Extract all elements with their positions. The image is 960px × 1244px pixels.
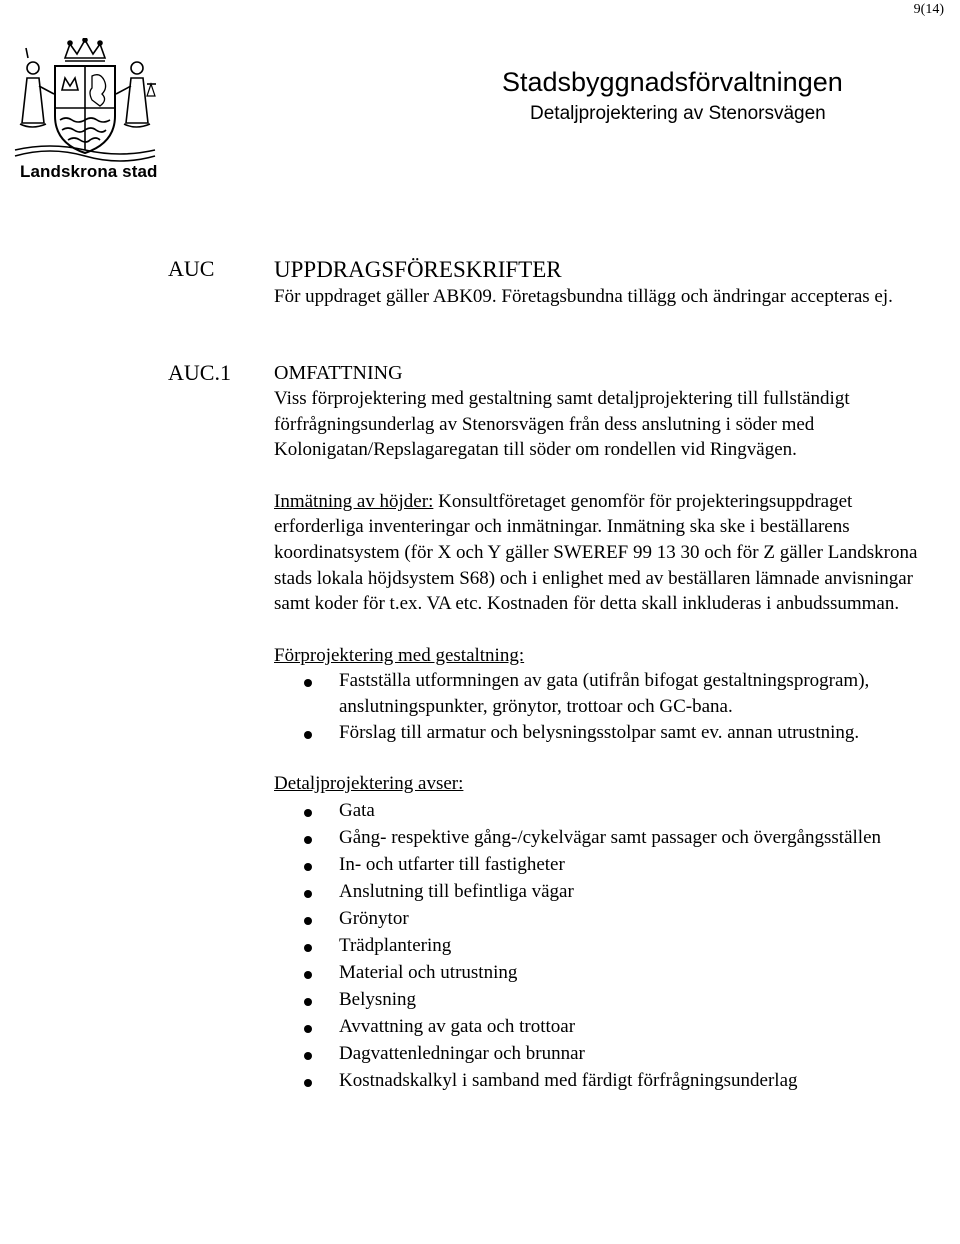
list-item-text: Grönytor — [339, 907, 409, 929]
list-item-text: Kostnadskalkyl i samband med färdigt förfrågningsunderlag — [339, 1069, 798, 1091]
list-item — [274, 825, 934, 851]
survey-text: Konsultföretaget genomför för projekteringsuppdraget erforderliga inventeringar och inmätningar. Inmätning ska ske i beställarens koordinatsystem (för X och Y gäller SWEREF 99 13 30 och för Z gäller Landskrona stads lokala höjdsystem S68) och i enlighet med av beställaren lämnade anvisningar samt koder för t.ex. VA etc. Kostnaden för detta skall inkluderas i anbudssumman. — [274, 490, 918, 615]
preproj-label: Förprojektering med gestaltning: — [274, 644, 525, 666]
bullet-icon — [304, 971, 312, 979]
list-item — [274, 668, 934, 719]
bullet-icon — [304, 863, 312, 871]
detail-label: Detaljprojektering avser: — [274, 773, 464, 795]
list-item — [274, 1014, 934, 1040]
bullet-icon — [304, 944, 312, 952]
list-item-text: Gång- respektive gång-/cykelvägar samt passager och övergångsställen — [339, 826, 882, 848]
bullet-icon — [304, 917, 312, 925]
bullet-icon — [304, 890, 312, 898]
bullet-icon — [304, 998, 312, 1006]
list-item-text: Gata — [339, 799, 375, 821]
list-item-text: Material och utrustning — [339, 961, 518, 983]
list-item — [274, 933, 934, 959]
list-item — [274, 852, 934, 878]
section-text-auc: För uppdraget gäller ABK09. Företagsbundna tillägg och ändringar accepteras ej. — [274, 286, 893, 307]
list-item — [274, 906, 934, 932]
scope-intro: Viss förprojektering med gestaltning samt detaljprojektering till fullständigt förfrågningsunderlag av Stenorsvägen från dess anslutning i söder med Kolonigatan/Repslagaregatan till söder om rondellen vid Ringvägen. — [274, 388, 850, 461]
list-item — [274, 879, 934, 905]
list-item-text: Avvattning av gata och trottoar — [339, 1015, 576, 1037]
list-item-text: Fastställa utformningen av gata (utifrån bifogat gestaltningsprogram), anslutningspunkter, grönytor, trottoar och GC-bana. — [339, 670, 870, 717]
logo-text: Landskrona stad — [20, 162, 158, 181]
bullet-icon — [304, 1025, 312, 1033]
survey-label: Inmätning av höjder: — [274, 490, 434, 512]
list-item — [274, 1041, 934, 1067]
list-item-text: Trädplantering — [339, 934, 452, 956]
list-item — [274, 1068, 934, 1094]
section-auc1 — [274, 360, 934, 1095]
bullet-icon — [304, 1052, 312, 1060]
bullet-icon — [304, 809, 312, 817]
survey-paragraph — [274, 489, 934, 617]
org-name: Stadsbyggnadsförvaltningen — [502, 67, 843, 97]
bullet-icon — [304, 1079, 312, 1087]
doc-subtitle: Detaljprojektering av Stenorsvägen — [530, 103, 826, 124]
section-code-auc1: AUC.1 — [168, 360, 231, 385]
section-code-auc: AUC — [168, 256, 215, 281]
list-item — [274, 960, 934, 986]
list-item-text: Dagvattenledningar och brunnar — [339, 1042, 585, 1064]
preproj-list — [274, 668, 934, 745]
section-auc — [274, 256, 934, 310]
list-item — [274, 798, 934, 824]
bullet-icon — [304, 679, 312, 687]
section-heading-auc: UPPDRAGSFÖRESKRIFTER — [274, 257, 562, 282]
list-item-text: Belysning — [339, 988, 417, 1010]
detail-list — [274, 798, 934, 1093]
page-number: 9(14) — [913, 2, 944, 17]
list-item — [274, 720, 934, 746]
list-item-text: Förslag till armatur och belysningsstolpar samt ev. annan utrustning. — [339, 721, 860, 743]
list-item — [274, 987, 934, 1013]
bullet-icon — [304, 836, 312, 844]
bullet-icon — [304, 731, 312, 739]
list-item-text: Anslutning till befintliga vägar — [339, 880, 574, 902]
section-heading-auc1: OMFATTNING — [274, 362, 403, 384]
list-item-text: In- och utfarter till fastigheter — [339, 853, 565, 875]
